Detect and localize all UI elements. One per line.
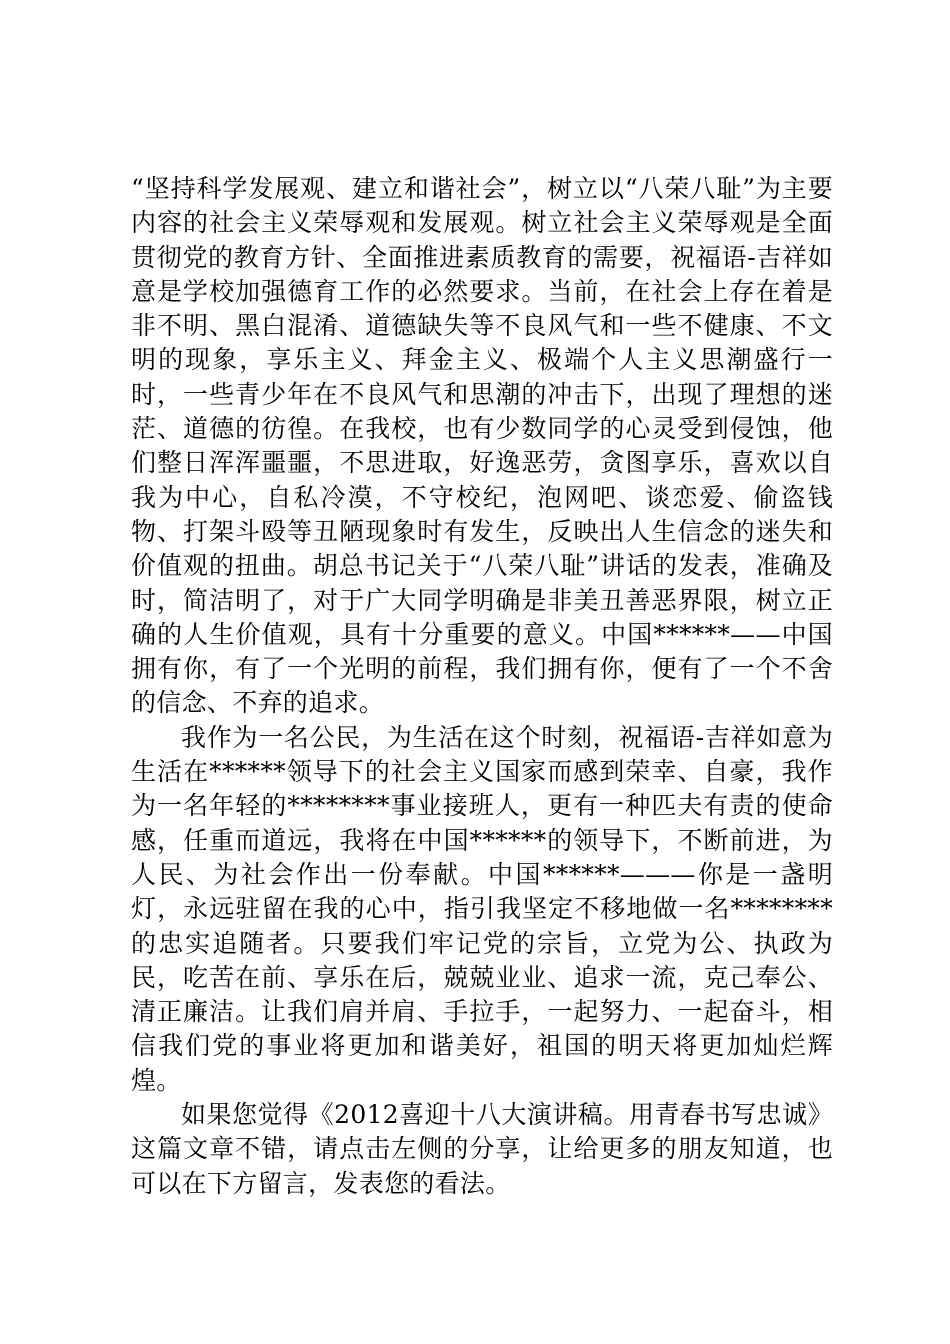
paragraph-2: 我作为一名公民，为生活在这个时刻，祝福语-吉祥如意为生活在******领导下的社会主义国家而感到荣幸、自豪，我作为一名年轻的********事业接班人，更有一种匹夫有责的使命感，任重而道远，我将在中国******的领导下，不断前进，为人民、为社会作出一份奉献。中国******———你是一盏明灯，永远驻留在我的心中，指引我坚定不移地做一名********的忠实追随者。只要我们牢记党的宗旨，立党为公、执政为民，吃苦在前、享乐在后，兢兢业业、追求一流，克己奉公、清正廉洁。让我们肩并肩、手拉手，一起努力、一起奋斗，相信我们党的事业将更加和谐美好，祖国的明天将更加灿烂辉煌。 xyxy=(131,722,833,1095)
paragraph-1: “坚持科学发展观、建立和谐社会”，树立以“八荣八耻”为主要内容的社会主义荣辱观和发展观。树立社会主义荣辱观是全面贯彻党的教育方针、全面推进素质教育的需要，祝福语-吉祥如意是学校加强德育工作的必然要求。当前，在社会上存在着是非不明、黑白混淆、道德缺失等不良风气和一些不健康、不文明的现象，享乐主义、拜金主义、极端个人主义思潮盛行一时，一些青少年在不良风气和思潮的冲击下，出现了理想的迷茫、道德的彷徨。在我校，也有少数同学的心灵受到侵蚀，他们整日浑浑噩噩，不思进取，好逸恶劳，贪图享乐，喜欢以自我为中心，自私冷漠，不守校纪，泡网吧、谈恋爱、偷盗钱物、打架斗殴等丑陋现象时有发生，反映出人生信念的迷失和价值观的扭曲。胡总书记关于“八荣八耻”讲话的发表，准确及时，简洁明了，对于广大同学明确是非美丑善恶界限，树立正确的人生价值观，具有十分重要的意义。中国******——中国拥有你，有了一个光明的前程，我们拥有你，便有了一个不舍的信念、不弃的追求。 xyxy=(131,174,833,718)
paragraph-3: 如果您觉得《2012喜迎十八大演讲稿。用青春书写忠诚》这篇文章不错，请点击左侧的分享，让给更多的朋友知道，也可以在下方留言，发表您的看法。 xyxy=(131,1100,833,1198)
document-body xyxy=(131,172,833,1201)
